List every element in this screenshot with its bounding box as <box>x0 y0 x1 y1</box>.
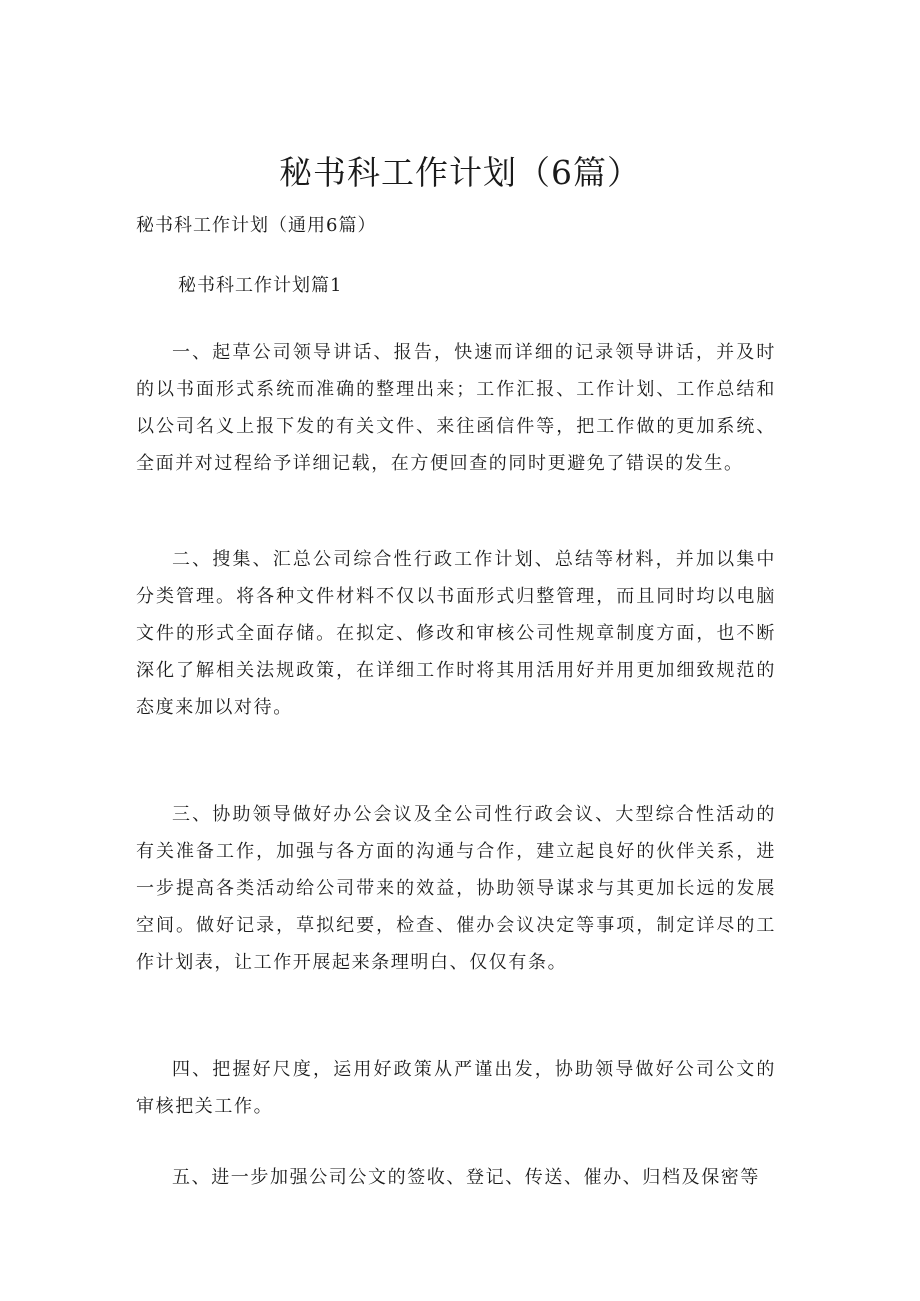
paragraph-1: 一、起草公司领导讲话、报告，快速而详细的记录领导讲话，并及时的以书面形式系统而准确的整理出来；工作汇报、工作计划、工作总结和以公司名义上报下发的有关文件、来往函信件等，把工作做的更加系统、全面并对过程给予详细记载，在方便回查的同时更避免了错误的发生。 <box>136 342 776 474</box>
section-heading: 秘书科工作计划篇1 <box>178 275 343 296</box>
paragraph-2: 二、搜集、汇总公司综合性行政工作计划、总结等材料，并加以集中分类管理。将各种文件材料不仅以书面形式归整管理，而且同时均以电脑文件的形式全面存储。在拟定、修改和审核公司性规章制度方面，也不断深化了解相关法规政策，在详细工作时将其用活用好并用更加细致规范的态度来加以对待。 <box>136 549 776 718</box>
document-title: 秘书科工作计划（6篇） <box>279 153 641 192</box>
paragraph-3: 三、协助领导做好办公会议及全公司性行政会议、大型综合性活动的有关准备工作，加强与各方面的沟通与合作，建立起良好的伙伴关系，进一步提高各类活动给公司带来的效益，协助领导谋求与其更加长远的发展空间。做好记录，草拟纪要，检查、催办会议决定等事项，制定详尽的工作计划表，让工作开展起来条理明白、仅仅有条。 <box>136 804 776 973</box>
document-subtitle: 秘书科工作计划（通用6篇） <box>136 215 377 236</box>
paragraph-4: 四、把握好尺度，运用好政策从严谨出发，协助领导做好公司公文的审核把关工作。 <box>136 1059 776 1117</box>
paragraph-5: 五、进一步加强公司公文的签收、登记、传送、催办、归档及保密等 <box>172 1167 760 1188</box>
